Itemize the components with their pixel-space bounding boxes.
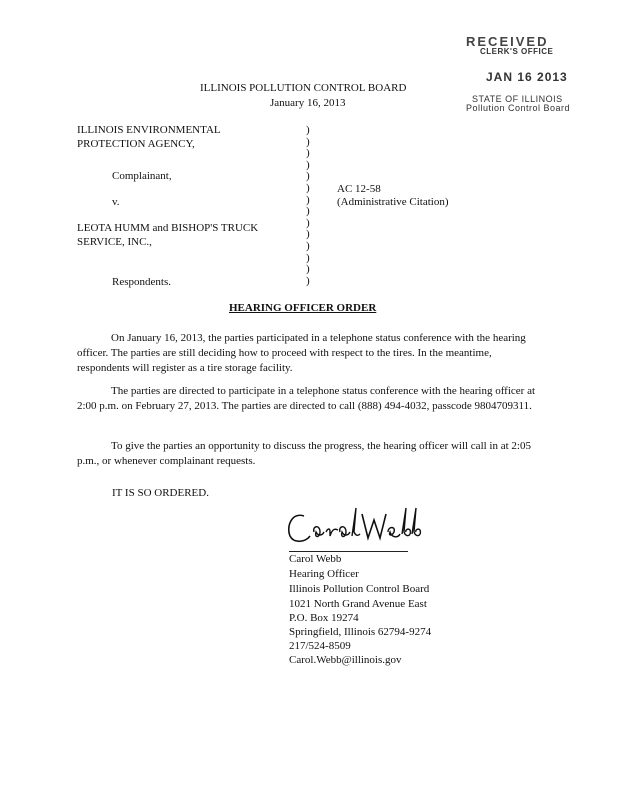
order-title: HEARING OFFICER ORDER	[229, 302, 377, 314]
address-line2: P.O. Box 19274	[289, 612, 359, 624]
respondent-name-line2: SERVICE, INC.,	[77, 236, 152, 248]
stamp-clerks-office: CLERK'S OFFICE	[480, 47, 554, 56]
header-date: January 16, 2013	[270, 97, 346, 109]
caption-parentheses: ) ) ) ) ) ) ) ) ) ) ) ) ) )	[306, 124, 310, 287]
address-line1: 1021 North Grand Avenue East	[289, 598, 427, 610]
phone-number: 217/524-8509	[289, 640, 351, 652]
respondent-name-line1: LEOTA HUMM and BISHOP'S TRUCK	[77, 222, 259, 234]
case-type: (Administrative Citation)	[337, 196, 449, 208]
board-name: ILLINOIS POLLUTION CONTROL BOARD	[200, 82, 407, 94]
order-paragraph-2: The parties are directed to participate in a telephone status conference with the hearing officer at 2:00 p.m. on February 27, 2013. The parties are directed to call (888) 494-4032, passcode 9804709311.	[77, 385, 536, 412]
case-number: AC 12-58	[337, 183, 381, 195]
signatory-title: Hearing Officer	[289, 568, 359, 580]
versus: v.	[112, 196, 120, 208]
complainant-role: Complainant,	[112, 170, 172, 182]
signature-line	[289, 551, 408, 552]
order-paragraph-3: To give the parties an opportunity to discuss the progress, the hearing officer will call in at 2:05 p.m., or whenever complainant requests.	[77, 440, 531, 467]
stamp-date: JAN 16 2013	[486, 70, 568, 84]
email-address: Carol.Webb@illinois.gov	[289, 654, 402, 666]
stamp-board: Pollution Control Board	[466, 103, 571, 113]
stamp-state: STATE OF ILLINOIS	[472, 94, 563, 104]
address-city: Springfield, Illinois 62794-9274	[289, 626, 432, 638]
stamp-received: RECEIVED	[466, 34, 549, 49]
complainant-name-line1: ILLINOIS ENVIRONMENTAL	[77, 124, 221, 136]
respondent-role: Respondents.	[112, 276, 171, 288]
received-stamp	[466, 34, 586, 113]
signatory-org: Illinois Pollution Control Board	[289, 583, 430, 595]
order-paragraph-1: On January 16, 2013, the parties participated in a telephone status conference with the hearing officer. The parties are still deciding how to proceed with respect to the tires. In the meantime, respondents will register as a tire storage facility.	[77, 332, 526, 374]
complainant-name-line2: PROTECTION AGENCY,	[77, 138, 195, 150]
signatory-name: Carol Webb	[289, 553, 342, 565]
handwritten-signature	[282, 502, 422, 552]
order-closing: IT IS SO ORDERED.	[112, 487, 209, 499]
